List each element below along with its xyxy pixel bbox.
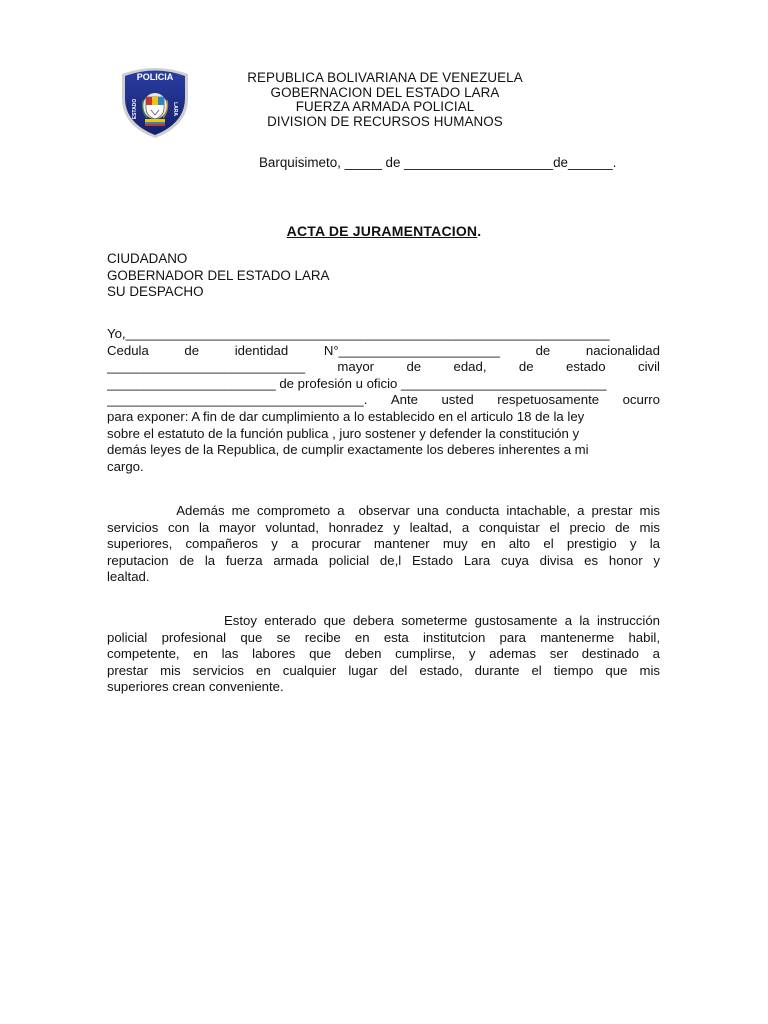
logo-top-text: POLICIA <box>136 72 174 82</box>
p1-line <box>107 359 660 376</box>
p2-line-2: servicios con la mayor voluntad, honradez y lealtad, a conquistar el precio de mis <box>107 519 660 535</box>
p1-l3-w6: civil <box>637 359 660 375</box>
p1-l3-w3: edad, <box>453 359 487 375</box>
p1-l2-w4: de <box>535 342 551 358</box>
p1-l3-w2: de <box>406 359 422 375</box>
p2-line-4: reputacion de la fuerza armada policial de,l Estado Lara cuya divisa es honor y <box>107 552 660 568</box>
p1-l3-w5: estado <box>565 359 606 375</box>
header-line-country: REPUBLICA BOLIVARIANA DE VENEZUELA <box>247 70 523 85</box>
p1-l5-w1: Ante <box>390 392 418 408</box>
p1-line <box>107 376 660 393</box>
p1-line <box>107 442 660 459</box>
p1-l2-w0: Cedula <box>107 342 149 358</box>
p1-l2-w2: identidad <box>234 342 289 358</box>
p1-l6-w0: para exponer: A fin de dar cumplimiento a lo establecido en el articulo 18 de la ley <box>107 408 585 424</box>
logo-left-text: ESTADO <box>132 98 138 120</box>
p1-l3-w1: mayor <box>337 359 375 375</box>
p1-l2-w1: de <box>184 342 200 358</box>
p1-line <box>107 343 660 360</box>
p3-line-1: Estoy enterado que debera someterme gustosamente a la instrucción <box>107 613 660 628</box>
header-line-government: GOBERNACION DEL ESTADO LARA <box>270 84 500 100</box>
p1-line <box>107 392 660 409</box>
p1-l4-w0: _______________________ de profesión u oficio ____________________________ <box>107 375 607 391</box>
p1-l3-w0: ___________________________ <box>107 359 306 375</box>
p1-l7-w0: sobre el estatuto de la función publica , juro sostener y defender la constitución y <box>107 425 580 441</box>
p3-line-5: superiores crean conveniente. <box>107 679 284 695</box>
p3-line-2: policial profesional que se recibe en esta institutcion para mantenerme habil, <box>107 629 660 645</box>
document-header <box>200 71 570 129</box>
p1-l1-w0: Yo,__________________________________________________________________ <box>107 326 610 341</box>
p1-l5-w2: usted <box>441 392 474 408</box>
p1-last-line: cargo. <box>107 458 144 474</box>
p1-line <box>107 409 660 426</box>
p3-line-4: prestar mis servicios en cualquier lugar del estado, durante el tiempo que mis <box>107 662 660 678</box>
p2-line-1: Además me comprometo a observar una conducta intachable, a prestar mis <box>107 503 660 518</box>
p1-l2-w3: N°______________________ <box>323 342 500 358</box>
p1-l3-w4: de <box>518 359 534 375</box>
header-line-force: FUERZA ARMADA POLICIAL <box>295 99 475 115</box>
p1-line <box>107 326 660 343</box>
addressee-block <box>107 251 329 301</box>
p3-line-3: competente, en las labores que deben cumplirse, y ademas ser destinado a <box>107 646 660 662</box>
header-line-division: DIVISION DE RECURSOS HUMANOS <box>267 113 503 129</box>
addressee-line-citizen: CIUDADANO <box>107 251 188 266</box>
p1-l5-w3: respetuosamente <box>497 392 600 408</box>
p1-l2-w5: nacionalidad <box>585 342 660 358</box>
p1-l5-w0: ___________________________________. <box>107 392 368 408</box>
document-title <box>0 223 768 239</box>
addressee-line-governor: GOBERNADOR DEL ESTADO LARA <box>107 267 330 283</box>
oath-paragraph-1 <box>107 326 660 475</box>
title-suffix: . <box>477 223 482 239</box>
title-text: ACTA DE JURAMENTACION <box>286 223 478 239</box>
coat-of-arms-icon <box>143 93 168 126</box>
addressee-line-office: SU DESPACHO <box>107 284 204 300</box>
police-shield-logo <box>116 64 194 140</box>
logo-right-text: LARA <box>172 102 178 116</box>
date-line: Barquisimeto, _____ de ____________________de______. <box>259 155 617 170</box>
p1-line <box>107 426 660 443</box>
p2-line-5: lealtad. <box>107 569 150 585</box>
p2-line-3: superiores, compañeros y a procurar mantener muy en alto el prestigio y la <box>107 536 660 552</box>
p1-l5-w4: ocurro <box>622 392 660 408</box>
p1-l8-w0: demás leyes de la Republica, de cumplir exactamente los deberes inherentes a mi <box>107 442 589 458</box>
oath-paragraph-3 <box>107 613 660 696</box>
oath-paragraph-2 <box>107 503 660 586</box>
